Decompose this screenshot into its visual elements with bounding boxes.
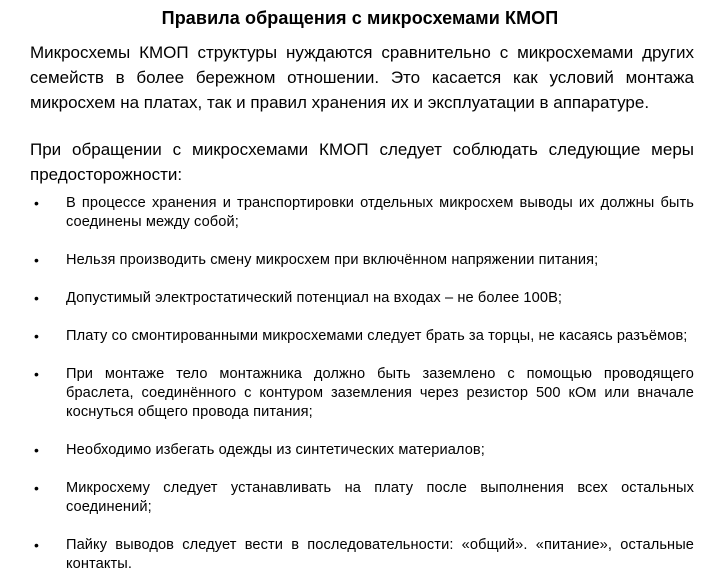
list-item xyxy=(30,441,694,460)
list-item xyxy=(30,289,694,308)
document-title: Правила обращения с микросхемами КМОП xyxy=(161,8,559,28)
list-item xyxy=(30,365,694,422)
bullet-icon: • xyxy=(34,480,40,496)
list-item-text: Необходимо избегать одежды из синтетических материалов; xyxy=(66,442,485,458)
bullet-icon: • xyxy=(34,537,40,553)
list-item-text: Пайку выводов следует вести в последовательности: «общий». «питание», остальные контакты. xyxy=(66,537,694,572)
list-item xyxy=(30,327,694,346)
bullet-icon: • xyxy=(34,252,40,268)
list-item xyxy=(30,251,694,270)
precautions-intro-paragraph: При обращении с микросхемами КМОП следует соблюдать следующие меры предосторожности: xyxy=(30,140,694,184)
list-item-text: Допустимый электростатический потенциал на входах – не более 100В; xyxy=(66,290,563,306)
bullet-icon: • xyxy=(34,366,40,382)
bullet-icon: • xyxy=(34,328,40,344)
list-item xyxy=(30,536,694,574)
list-item xyxy=(30,479,694,517)
list-item-text: При монтаже тело монтажника должно быть заземлено с помощью проводящего браслета, соединённого с контуром заземления через резистор 500 кОм или вначале коснуться общего провода питания; xyxy=(66,366,694,420)
intro-paragraph: Микросхемы КМОП структуры нуждаются сравнительно с микросхемами других семейств в более бережном отношении. Это касается как условий монтажа микросхем на платах, так и правил хранения их и эксплуатации в аппаратуре. xyxy=(30,43,694,112)
list-item-text: Микросхему следует устанавливать на плату после выполнения всех остальных соединений; xyxy=(66,480,694,515)
bullet-icon: • xyxy=(34,195,40,211)
list-item-text: Плату со смонтированными микросхемами следует брать за торцы, не касаясь разъёмов; xyxy=(66,328,688,344)
list-item-text: В процессе хранения и транспортировки отдельных микросхем выводы их должны быть соединены между собой; xyxy=(66,195,694,230)
precautions-list xyxy=(30,194,694,574)
list-item xyxy=(30,194,694,232)
list-item-text: Нельзя производить смену микросхем при включённом напряжении питания; xyxy=(66,252,599,268)
bullet-icon: • xyxy=(34,290,40,306)
bullet-icon: • xyxy=(34,442,40,458)
